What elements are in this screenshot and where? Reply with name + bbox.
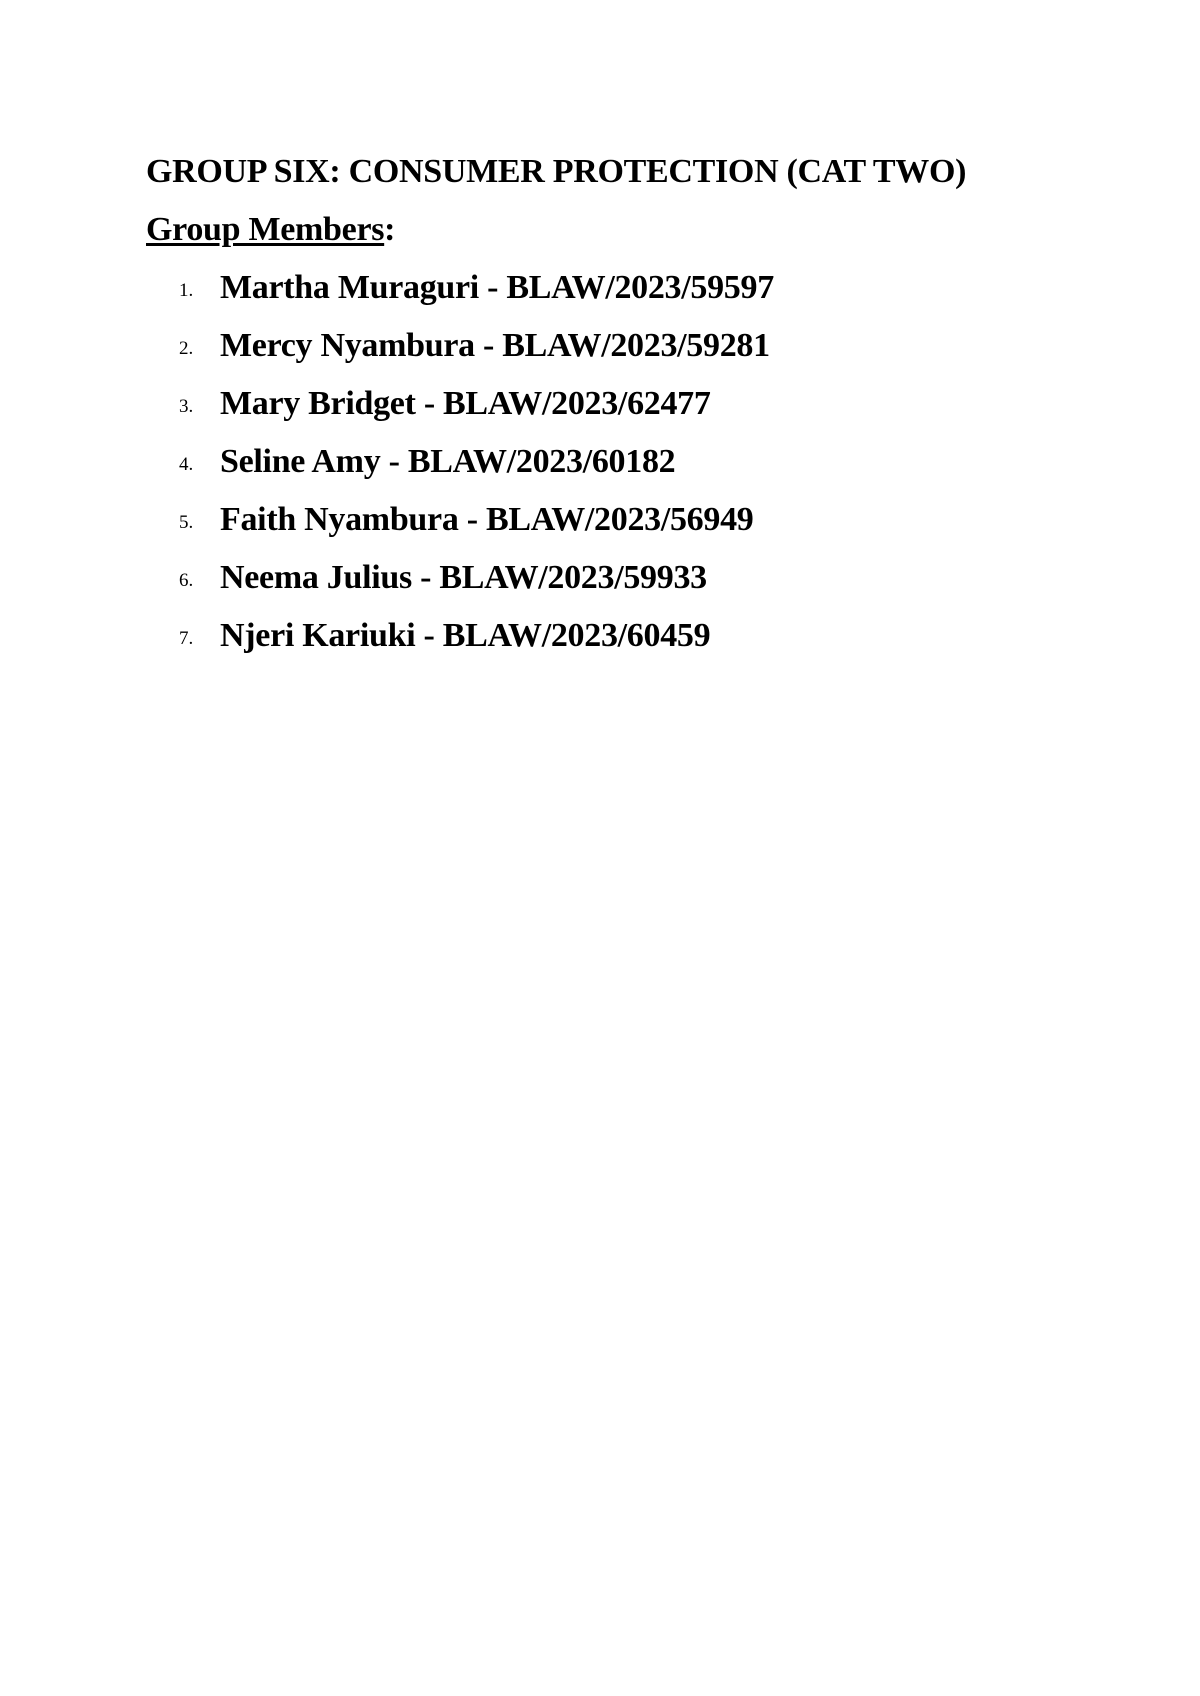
document-body	[146, 143, 1106, 665]
list-item-text: Seline Amy - BLAW/2023/60182	[220, 443, 676, 480]
list-item-number: 7.	[179, 628, 194, 649]
list-item-number: 3.	[179, 396, 194, 417]
list-item	[146, 549, 1106, 607]
list-item-text: Mary Bridget - BLAW/2023/62477	[220, 385, 711, 422]
list-item-text: Mercy Nyambura - BLAW/2023/59281	[220, 327, 770, 364]
list-item	[146, 607, 1106, 665]
list-item	[146, 491, 1106, 549]
list-item	[146, 375, 1106, 433]
list-item-number: 1.	[179, 280, 194, 301]
document-title: GROUP SIX: CONSUMER PROTECTION (CAT TWO)	[146, 153, 967, 190]
list-item-text: Neema Julius - BLAW/2023/59933	[220, 559, 707, 596]
list-item-number: 2.	[179, 338, 194, 359]
list-item-number: 6.	[179, 570, 194, 591]
list-item-text: Faith Nyambura - BLAW/2023/56949	[220, 501, 754, 538]
members-heading-colon: :	[384, 211, 396, 248]
list-item-text: Njeri Kariuki - BLAW/2023/60459	[220, 617, 711, 654]
list-item-text: Martha Muraguri - BLAW/2023/59597	[220, 269, 774, 306]
list-item-number: 5.	[179, 512, 194, 533]
list-item	[146, 433, 1106, 491]
list-item	[146, 317, 1106, 375]
member-list	[146, 259, 1106, 665]
members-heading-label: Group Members	[146, 211, 385, 248]
list-item	[146, 259, 1106, 317]
list-item-number: 4.	[179, 454, 194, 475]
members-heading	[146, 201, 1106, 259]
